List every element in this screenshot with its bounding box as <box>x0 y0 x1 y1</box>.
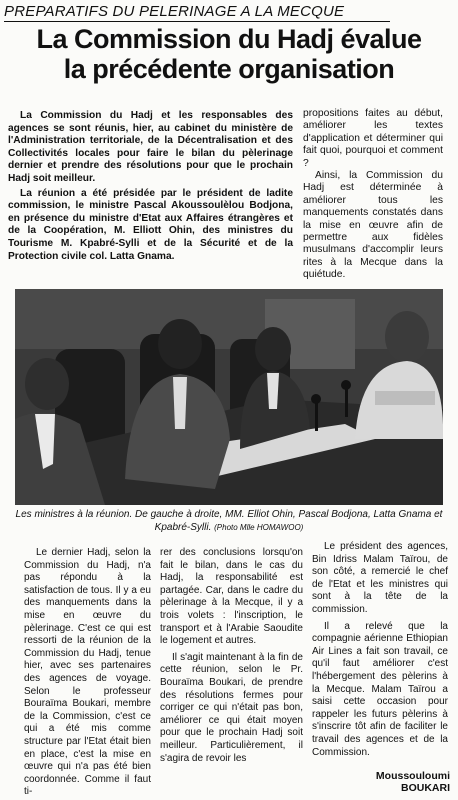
lead-text <box>8 110 293 263</box>
meeting-photo <box>15 289 443 505</box>
column-3-paragraph-2: Il a relevé que la compagnie aérienne Ethiopian Air Lines a fait son travail, ce qu'il faut améliorer c'est l'hébergement des pèlerins à la Mecque. Malam Taïrou a saisi cette occasion pour rappeler les futurs pèlerins à s'inscrire tôt afin de faciliter le travail des agences et de la Commission. <box>312 620 448 758</box>
headline-line-1: La Commission du Hadj évalue <box>36 24 422 54</box>
right-top-paragraph-2: Ainsi, la Commission du Hadj est déterminée à améliorer tous les manquements constatés dans la mise en œuvre afin de permettre aux fidèles musulmans d'accomplir leurs rites à la Mecque dans la quiétude. <box>303 170 443 281</box>
column-2 <box>160 547 303 765</box>
photo-caption <box>10 508 448 534</box>
headline-line-2: la précédente organisation <box>63 54 395 84</box>
kicker: PREPARATIFS DU PELERINAGE A LA MECQUE <box>4 3 345 20</box>
author-signature <box>300 770 450 794</box>
headline <box>0 24 458 84</box>
meeting-photo-illustration <box>15 289 443 505</box>
right-top-column <box>303 108 443 282</box>
column-3-paragraph-1: Le président des agences, Bin Idriss Malam Taïrou, de son côté, a remercié le chef de l'Etat et les ministres qui sont à la tête de la commission. <box>312 541 448 615</box>
kicker-underline <box>4 21 390 22</box>
right-top-paragraph-1: propositions faites au début, améliorer les textes d'application et déterminer qui fait quoi, pourquoi et comment ? <box>303 108 443 169</box>
column-1 <box>24 547 151 799</box>
author-last-name: BOUKARI <box>401 782 450 794</box>
column-2-paragraph-2: Il s'agit maintenant à la fin de cette réunion, selon le Pr. Bouraïma Boukari, de prendre des résolutions fermes pour corriger ce qui n'était pas bon, améliorer ce qui était moyen pour que le prochain Hadj soit meilleur. Particulièrement, il s'agira de revoir les <box>160 651 303 764</box>
column-2-paragraph-1: rer des conclusions lorsqu'on fait le bilan, dans le cas du Hadj, la responsabilité est partagée. Car, dans le cadre du pèlerinage à la Mecque, il y a trois volets : l'inscription, le transport et à l'Arabie Saoudite le logement et autres. <box>160 547 303 647</box>
caption-text: Les ministres à la réunion. De gauche à droite, MM. Elliot Ohin, Pascal Bodjona, Latta Gnama et Kpabré-Sylli. <box>15 509 443 533</box>
lead-paragraph-1: La Commission du Hadj et les responsables des agences se sont réunis, hier, au cabinet du ministère de l'Administration territoriale, de la Décentralisation et des Collectivités locales pour faire le bilan du pèlerinage dernier et prendre des résolutions pour que le prochain Hadj soit meilleur. <box>8 110 293 184</box>
author-first-name: Moussouloumi <box>375 770 450 782</box>
photo-credit: (Photo Mlle HOMAWOO) <box>214 523 304 532</box>
column-3 <box>312 541 448 759</box>
column-1-paragraph: Le dernier Hadj, selon la Commission du Hadj, n'a pas répondu à la satisfaction de tous. Il y a eu des manquements dans la mise en œuvre du pèlerinage. C'est ce qui est ressorti de la réunion de la Commission du Hadj, tenue hier, avec ses partenaires des agences de voyage. Selon le professeur Bouraïma Boukari, membre de la Commission, c'est ce qui a été mis comme structure par l'Etat était bien en place, c'est la mise en œuvre qui n'a pas été bien coordonnée. Comme il faut ti- <box>24 547 151 798</box>
lead-paragraph-2: La réunion a été présidée par le président de ladite commission, le ministre Pascal Akoussoulèlou Bodjona, en présence du ministre d'Etat aux Affaires étrangères et de la Coopération, M. Elliott Ohin, des ministres du Tourisme M. Kpabré-Sylli et de la Sécurité et de la Protection civile col. Latta Gnama. <box>8 187 293 262</box>
